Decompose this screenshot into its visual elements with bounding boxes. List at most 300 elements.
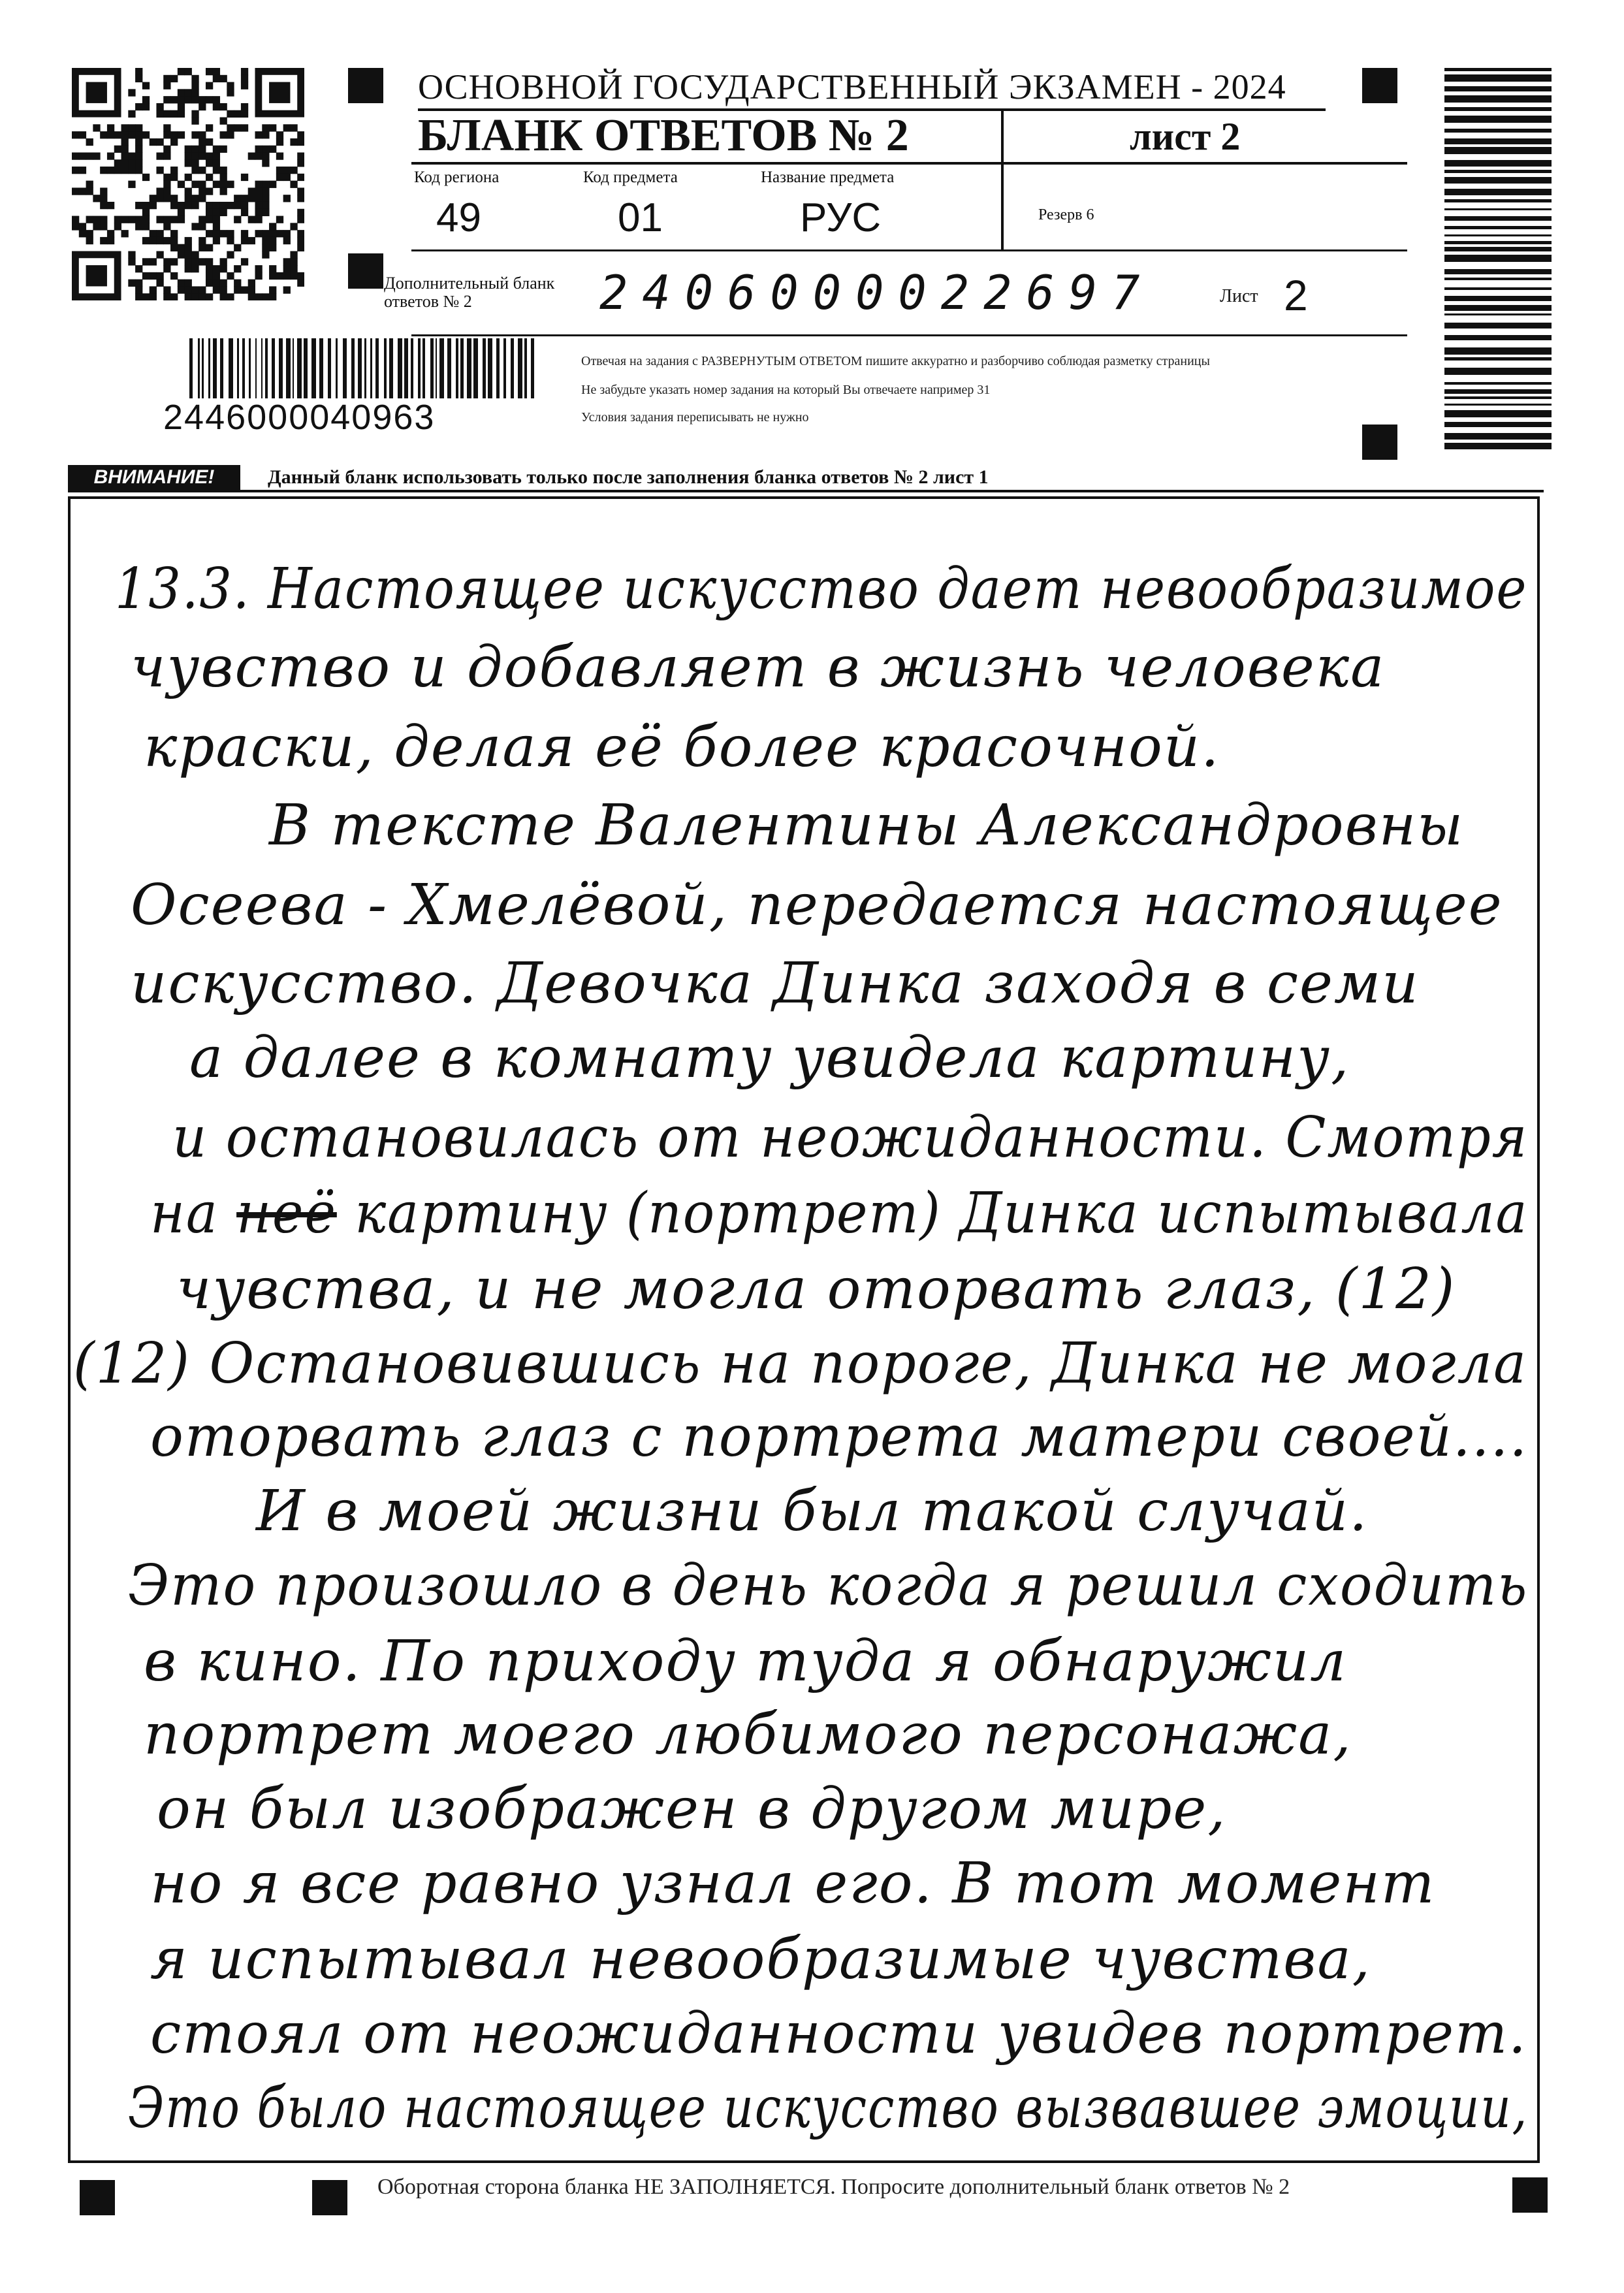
answer-line: Это произошло в день когда я решил сходить [128,1553,1529,1618]
qr-module [283,195,291,202]
qr-module [156,195,163,202]
qr-module [283,272,291,280]
qr-module [163,82,170,89]
answer-line: я испытывал невообразимые чувства, [150,1927,1371,1992]
qr-module [220,202,227,209]
qr-module [142,237,150,244]
answer-line: стоял от неожиданности увидев портрет. [150,2001,1527,2066]
answer-line-part: на [150,1181,237,1246]
qr-module [79,187,86,195]
qr-module [290,181,297,188]
qr-module [135,152,142,159]
qr-module [276,230,283,237]
qr-finder-core [86,82,107,103]
qr-module [100,167,107,174]
qr-module [220,209,227,216]
qr-module [191,82,199,89]
qr-module [290,265,297,272]
barcode-bar [286,338,291,398]
qr-module [107,152,114,159]
qr-module [248,286,255,293]
qr-module [297,209,304,216]
qr-module [178,110,185,118]
qr-module [276,174,283,181]
qr-module [241,103,248,110]
qr-module [269,223,276,230]
qr-module [107,167,114,174]
barcode-stripe [1444,170,1552,173]
qr-module [191,152,199,159]
alignment-mark [348,253,383,289]
qr-module [241,195,248,202]
qr-module [191,202,199,209]
barcode-bar [503,338,506,398]
qr-module [170,195,178,202]
qr-module [241,209,248,216]
barcode-bar [279,338,283,398]
qr-module [241,82,248,89]
barcode-bar [189,338,193,398]
qr-module [248,280,255,287]
qr-module [241,258,248,265]
qr-module [206,216,213,223]
barcode-bar [436,338,437,398]
qr-module [297,174,304,181]
qr-module [248,187,255,195]
barcode-stripe [1444,287,1552,290]
qr-module [142,272,150,280]
barcode-stripe [1444,357,1552,361]
qr-module [150,230,157,237]
qr-module [262,152,269,159]
barcode-stripe [1444,396,1552,399]
qr-module [276,152,283,159]
barcode-stripe [1444,278,1552,280]
qr-module [269,237,276,244]
barcode-stripe [1444,216,1552,221]
qr-module [191,89,199,96]
qr-module [72,223,79,230]
barcode-bar [430,338,434,398]
qr-module [220,131,227,138]
qr-module [170,244,178,251]
qr-module [170,75,178,82]
qr-module [170,237,178,244]
qr-module [220,293,227,300]
qr-module [178,181,185,188]
barcode-bar [272,338,275,398]
qr-module [276,272,283,280]
qr-module [262,251,269,258]
qr-module [142,258,150,265]
qr-module [276,138,283,146]
qr-module [86,181,93,188]
qr-module [241,124,248,131]
qr-module [220,286,227,293]
barcode-stripe [1444,247,1552,251]
qr-module [213,237,220,244]
qr-module [142,96,150,103]
qr-module [178,251,185,258]
qr-module [163,223,170,230]
qr-module [163,237,170,244]
qr-module [170,216,178,223]
header-rule [411,162,1407,165]
qr-module [150,286,157,293]
qr-module [163,187,170,195]
barcode-bar [249,338,251,398]
qr-module [135,293,142,300]
qr-module [255,216,262,223]
barcode-bar [229,338,233,398]
region-label: Код региона [414,168,500,186]
qr-module [79,230,86,237]
barcode-stripe [1444,74,1552,82]
qr-module [93,223,100,230]
qr-module [206,187,213,195]
qr-module [128,216,135,223]
qr-module [227,230,234,237]
qr-module [220,146,227,153]
qr-module [185,244,192,251]
qr-module [135,138,142,146]
qr-module [191,75,199,82]
qr-module [170,258,178,265]
qr-module [170,138,178,146]
answer-line: искусство. Девочка Динка заходя в семи [131,951,1420,1016]
barcode-stripe [1444,189,1552,195]
qr-module [199,195,206,202]
qr-module [100,216,107,223]
qr-module [191,258,199,265]
subject-code-value: 01 [618,195,663,240]
qr-module [199,258,206,265]
qr-module [170,230,178,237]
qr-module [163,131,170,138]
qr-module [142,216,150,223]
qr-module [220,103,227,110]
qr-module [114,223,121,230]
answer-line: (12) Остановившись на пороге, Динка не могла [73,1331,1528,1396]
qr-module [163,146,170,153]
qr-module [290,138,297,146]
qr-module [262,293,269,300]
qr-module [191,96,199,103]
barcode-bar [398,338,402,398]
qr-module [220,75,227,82]
barcode-bar [389,338,393,398]
qr-module [269,265,276,272]
qr-module [178,96,185,103]
qr-module [213,223,220,230]
barcode-stripe [1444,129,1552,133]
qr-module [213,280,220,287]
barcode-stripe [1444,107,1552,111]
answer-line: В тексте Валентины Александровны [269,793,1465,858]
barcode-bar [304,338,308,398]
qr-module [72,131,79,138]
qr-module [163,75,170,82]
reserve-label: Резерв 6 [1038,206,1094,223]
qr-module [156,103,163,110]
qr-module [191,181,199,188]
barcode-stripe [1444,347,1552,355]
header-rule [411,249,1407,251]
qr-module [135,146,142,153]
barcode-stripe [1444,177,1552,184]
qr-module [191,167,199,174]
qr-module [290,223,297,230]
qr-module [220,280,227,287]
qr-module [142,202,150,209]
qr-module [248,293,255,300]
qr-module [206,265,213,272]
barcode-bar [531,338,534,398]
barcode-bar [343,338,347,398]
qr-module [191,146,199,153]
answer-line: И в моей жизни был такой случай. [256,1479,1369,1544]
qr-module [128,251,135,258]
barcode-bar [411,338,413,398]
qr-module [185,293,192,300]
qr-finder-core [86,265,107,286]
qr-module [135,202,142,209]
barcode-stripe [1444,335,1552,340]
qr-module [227,131,234,138]
qr-module [72,152,79,159]
qr-module [114,131,121,138]
barcode-stripe [1444,368,1552,375]
qr-module [107,124,114,131]
answer-line: но я все равно узнал его. В тот момент [150,1851,1436,1916]
qr-module [241,75,248,82]
form-title: БЛАНК ОТВЕТОВ № 2 [418,110,909,161]
barcode-stripe [1444,323,1552,329]
subject-code-label: Код предмета [583,168,678,186]
qr-module [241,110,248,118]
qr-module [297,280,304,287]
barcode-stripe [1444,404,1552,406]
barcode-bar [202,338,204,398]
qr-module [213,159,220,167]
warning-text: Данный бланк использовать только после заполнения бланка ответов № 2 лист 1 [268,466,989,488]
qr-module [234,195,241,202]
qr-module [128,124,135,131]
qr-module [79,167,86,174]
qr-module [156,187,163,195]
qr-module [135,280,142,287]
qr-module [142,174,150,181]
qr-module [170,293,178,300]
barcode-bar [364,338,366,398]
qr-module [79,223,86,230]
qr-module [297,195,304,202]
qr-module [170,174,178,181]
qr-module [156,138,163,146]
qr-module [199,223,206,230]
qr-module [135,124,142,131]
qr-module [241,202,248,209]
qr-module [283,286,291,293]
additional-sheet-number: 2406000022697 [599,265,1154,320]
qr-module [135,131,142,138]
qr-module [234,202,241,209]
barcode-bar [460,338,464,398]
answer-line: а далее в комнату увидела картину, [189,1025,1350,1091]
qr-module [156,216,163,223]
qr-module [128,131,135,138]
qr-module [185,265,192,272]
barcode-bar [483,338,486,398]
qr-module [163,293,170,300]
qr-module [220,181,227,188]
qr-module [213,103,220,110]
barcode-bar [237,338,239,398]
alignment-mark [312,2180,347,2215]
answer-line: портрет моего любимого персонажа, [144,1702,1352,1767]
qr-module [191,110,199,118]
barcode-stripe [1444,313,1552,315]
qr-module [255,131,262,138]
qr-module [262,181,269,188]
qr-module [234,244,241,251]
qr-module [234,216,241,223]
qr-module [255,209,262,216]
qr-module [72,216,79,223]
qr-module [255,181,262,188]
barcode-stripe [1444,95,1552,103]
barcode-bar [456,338,458,398]
qr-module [276,167,283,174]
barcode-stripe [1444,422,1552,427]
qr-module [269,286,276,293]
qr-module [213,181,220,188]
barcode-bar [511,338,514,398]
qr-module [234,110,241,118]
qr-module [248,216,255,223]
qr-module [72,167,79,174]
qr-module [206,258,213,265]
barcode-stripe [1444,382,1552,385]
qr-module [199,286,206,293]
qr-module [234,286,241,293]
qr-module [220,258,227,265]
qr-module [114,146,121,153]
qr-module [86,152,93,159]
qr-module [227,251,234,258]
qr-module [185,174,192,181]
qr-module [283,265,291,272]
qr-module [150,258,157,265]
sheet-label: лист 2 [1130,115,1241,158]
qr-module [297,138,304,146]
qr-module [199,216,206,223]
qr-module [199,138,206,146]
struck-word: неё [236,1181,337,1246]
qr-module [72,187,79,195]
qr-module [234,265,241,272]
qr-module [86,187,93,195]
qr-module [128,159,135,167]
qr-module [185,159,192,167]
qr-module [213,96,220,103]
qr-module [206,272,213,280]
qr-module [297,187,304,195]
qr-module [191,251,199,258]
subject-name-value: РУС [800,195,882,240]
exam-title: ОСНОВНОЙ ГОСУДАРСТВЕННЫЙ ЭКЗАМЕН - 2024 [418,67,1286,106]
qr-module [185,68,192,75]
qr-module [297,131,304,138]
qr-module [297,272,304,280]
qr-module [213,75,220,82]
qr-module [220,167,227,174]
alignment-mark [1362,425,1397,460]
qr-module [79,131,86,138]
barcode-stripe [1444,296,1552,301]
qr-module [206,124,213,131]
answer-line: и остановилась от неожиданности. Смотря [172,1105,1529,1170]
qr-module [199,152,206,159]
qr-module [135,286,142,293]
qr-module [262,209,269,216]
qr-module [178,68,185,75]
qr-module [185,96,192,103]
qr-module [121,230,129,237]
qr-module [199,237,206,244]
barcode-bar [467,338,471,398]
qr-module [191,265,199,272]
barcode-stripe [1444,241,1552,244]
qr-module [170,272,178,280]
qr-module [206,138,213,146]
qr-module [128,89,135,96]
qr-module [269,146,276,153]
qr-module [199,131,206,138]
qr-module [86,216,93,223]
qr-module [163,216,170,223]
qr-module [227,181,234,188]
qr-module [178,209,185,216]
qr-module [269,124,276,131]
qr-module [86,237,93,244]
qr-module [121,159,129,167]
qr-module [199,181,206,188]
answer-line: он был изображен в другом мире, [157,1776,1227,1842]
qr-module [163,195,170,202]
qr-module [248,237,255,244]
qr-module [227,82,234,89]
qr-module [213,286,220,293]
qr-module [255,265,262,272]
qr-module [191,131,199,138]
qr-module [283,124,291,131]
qr-module [121,124,129,131]
answer-line: Осеева - Хмелёвой, передается настоящее [131,873,1503,938]
qr-module [185,286,192,293]
qr-module [128,110,135,118]
qr-module [163,110,170,118]
barcode-stripe [1444,410,1552,417]
qr-code [72,68,304,300]
barcode-bar [488,338,492,398]
qr-module [150,202,157,209]
qr-module [297,216,304,223]
instruction-line: Отвечая на задания с РАЗВЕРНУТЫМ ОТВЕТОМ пишите аккуратно и разборчиво соблюдая разметку страницы [581,354,1210,368]
qr-module [142,131,150,138]
qr-module [163,174,170,181]
alignment-mark [80,2180,115,2215]
